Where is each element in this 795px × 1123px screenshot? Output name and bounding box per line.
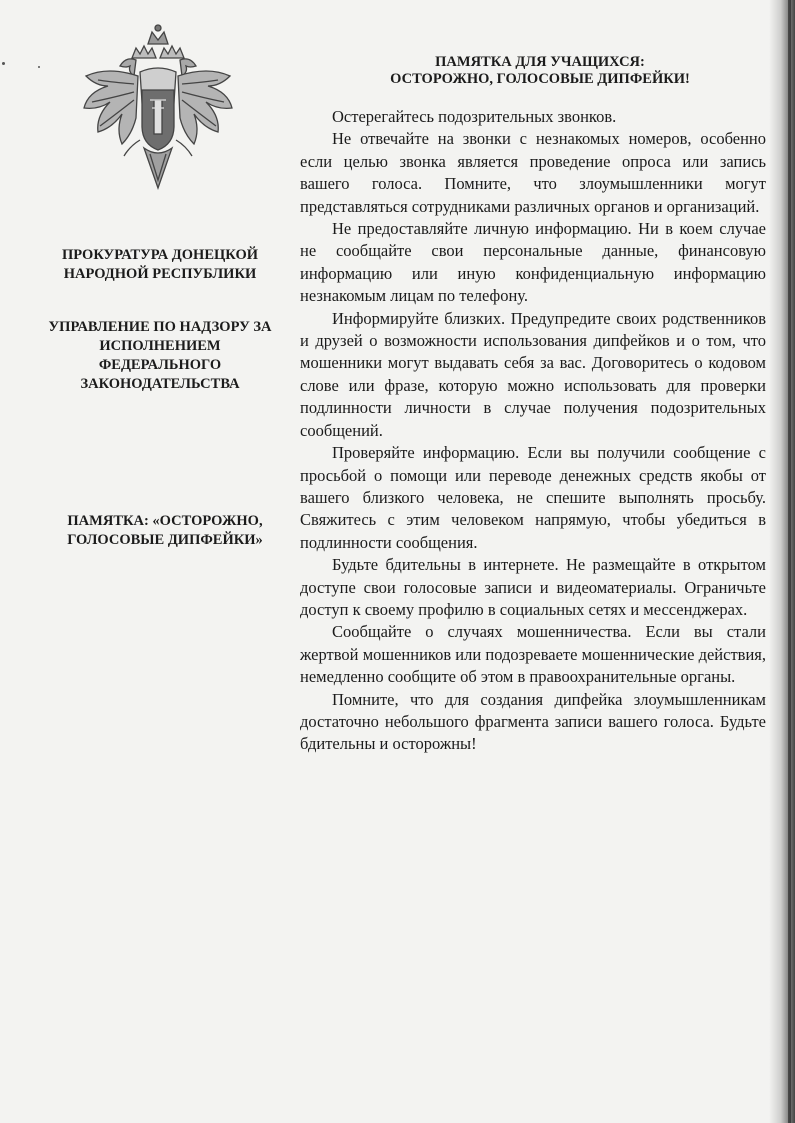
header-line-2: ОСТОРОЖНО, ГОЛОСОВЫЕ ДИПФЕЙКИ! bbox=[390, 71, 690, 87]
paragraph: Информируйте близких. Предупредите своих родственников и друзей о возможности использования дипфейков и о том, что мошенники могут выдавать себя за вас. Договоритесь о кодовом слове или фразе, которую можно использовать для проверки подлинности личности в случае получения подозрительных сообщений. bbox=[300, 308, 766, 440]
paragraph: Сообщайте о случаях мошенничества. Если вы стали жертвой мошенников или подозреваете мошеннические действия, немедленно сообщите об этом в правоохранительные органы. bbox=[300, 622, 766, 687]
document-body bbox=[300, 100, 766, 756]
organization-name: ПРОКУРАТУРА ДОНЕЦКОЙ НАРОДНОЙ РЕСПУБЛИКИ bbox=[62, 247, 258, 282]
scan-shadow-edge bbox=[769, 0, 795, 1123]
paragraph: Не отвечайте на звонки с незнакомых номеров, особенно если целью звонка является проведение опроса или запись вашего голоса. Помните, что злоумышленники могут представляться сотрудниками различных органов и организаций. bbox=[300, 129, 766, 216]
paragraph: Будьте бдительны в интернете. Не размещайте в открытом доступе свои голосовые записи и видеоматериалы. Ограничьте доступ к своему профилю в социальных сетях и мессенджерах. bbox=[300, 555, 766, 619]
paragraph: Остерегайтесь подозрительных звонков. bbox=[332, 107, 617, 126]
paragraph: Не предоставляйте личную информацию. Ни в коем случае не сообщайте свои персональные данные, финансовую информацию или иную конфиденциальную информацию незнакомым лицам по телефону. bbox=[300, 219, 766, 306]
scan-shadow-line bbox=[788, 0, 791, 1123]
memo-title: ПАМЯТКА: «ОСТОРОЖНО, ГОЛОСОВЫЕ ДИПФЕЙКИ» bbox=[67, 513, 263, 548]
paragraph: Помните, что для создания дипфейка злоумышленникам достаточно небольшого фрагмента записи вашего голоса. Будьте бдительны и осторожны! bbox=[300, 689, 766, 754]
header-line-1: ПАМЯТКА ДЛЯ УЧАЩИХСЯ: bbox=[435, 54, 645, 70]
scan-speck bbox=[38, 66, 40, 68]
scan-speck bbox=[2, 62, 5, 65]
department-name: УПРАВЛЕНИЕ ПО НАДЗОРУ ЗА ИСПОЛНЕНИЕМ ФЕДЕРАЛЬНОГО ЗАКОНОДАТЕЛЬСТВА bbox=[48, 319, 272, 392]
document-header bbox=[360, 54, 720, 88]
paragraph: Проверяйте информацию. Если вы получили сообщение с просьбой о помощи или переводе денежных средств якобы от вашего близкого человека, не спешите выполнять просьбу. Свяжитесь с этим человеком напрямую, чтобы убедиться в подлинности сообщения. bbox=[300, 443, 766, 552]
prosecutor-eagle-emblem-icon bbox=[78, 20, 238, 220]
